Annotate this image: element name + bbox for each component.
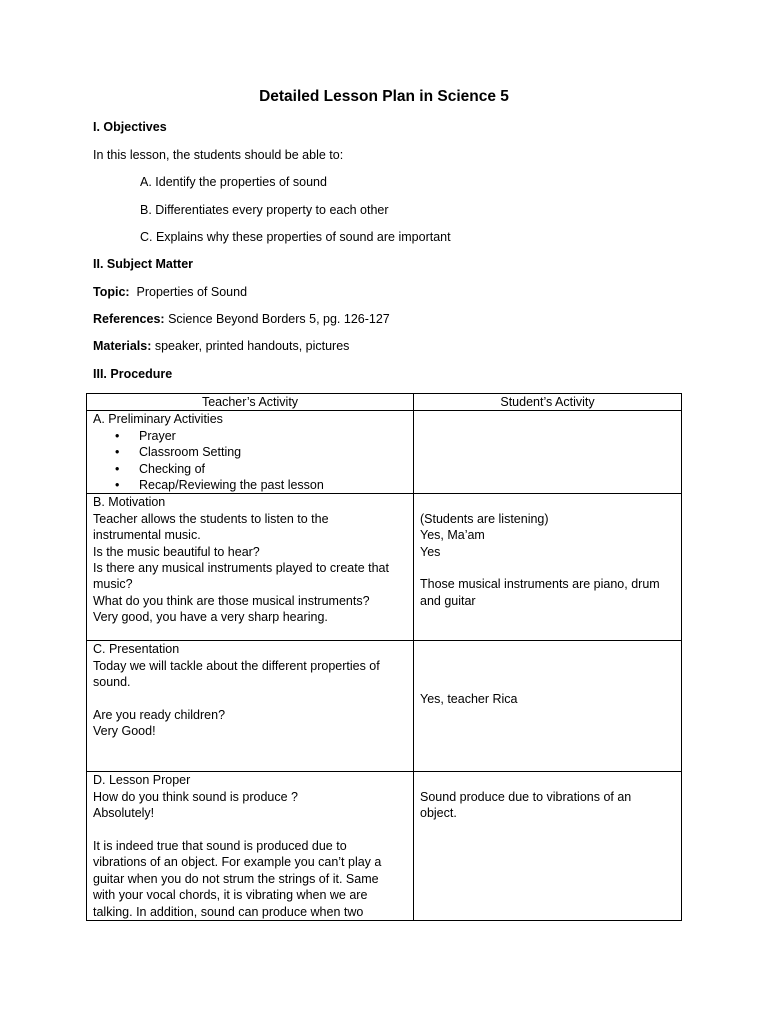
text-line: (Students are listening) <box>420 511 549 526</box>
list-item: • Prayer <box>115 428 176 443</box>
procedure-table <box>86 393 682 921</box>
materials-label: Materials: <box>93 339 152 353</box>
objective-item-b: B. Differentiates every property to each other <box>140 203 389 217</box>
text-line: guitar when you do not strum the strings of it. Same <box>93 871 379 886</box>
text-line: It is indeed true that sound is produced due to <box>93 839 347 854</box>
text-line: Absolutely! <box>93 806 155 821</box>
text-line: instrumental music. <box>93 528 201 543</box>
lesson-proper-student-cell <box>414 772 682 921</box>
text-line: What do you think are those musical instruments? <box>93 593 370 608</box>
document-title: Detailed Lesson Plan in Science 5 <box>259 88 509 105</box>
blank-line <box>420 674 675 690</box>
text-line: sound. <box>93 675 131 690</box>
text-line: talking. In addition, sound can produce when two <box>93 904 364 919</box>
blank-line <box>93 691 407 707</box>
text-line: Teacher allows the students to listen to the <box>93 511 329 526</box>
table-row-motivation <box>87 494 682 641</box>
blank-line <box>420 658 675 674</box>
text-line: Very Good! <box>93 724 156 739</box>
motivation-heading: B. Motivation <box>93 495 166 510</box>
text-line: object. <box>420 806 457 821</box>
procedure-heading: III. Procedure <box>93 367 173 381</box>
references-value: Science Beyond Borders 5, pg. 126-127 <box>168 312 390 326</box>
lesson-proper-heading: D. Lesson Proper <box>93 773 191 788</box>
text-line: Is there any musical instruments played to create that <box>93 561 389 576</box>
topic-line <box>93 284 247 300</box>
list-item: • Checking of <box>115 461 206 476</box>
text-line: vibrations of an object. For example you can’t play a <box>93 855 382 870</box>
topic-label: Topic: <box>93 285 130 299</box>
presentation-teacher-cell <box>87 641 414 772</box>
materials-line <box>93 338 349 354</box>
student-activity-header: Student’s Activity <box>414 394 682 411</box>
bullet-icon: • <box>115 428 120 443</box>
bullet-icon: • <box>115 478 120 493</box>
text-line: Are you ready children? <box>93 708 226 723</box>
bullet-icon: • <box>115 445 120 460</box>
list-item: • Classroom Setting <box>115 445 242 460</box>
text-line: music? <box>93 577 133 592</box>
subject-matter-heading: II. Subject Matter <box>93 257 194 271</box>
text-line: Very good, you have a very sharp hearing. <box>93 610 328 625</box>
bullet-icon: • <box>115 461 120 476</box>
text-line: Yes <box>420 544 441 559</box>
teacher-activity-header: Teacher’s Activity <box>87 394 414 411</box>
table-row-lesson-proper <box>87 772 682 921</box>
list-item: • Recap/Reviewing the past lesson <box>115 478 324 493</box>
table-row-presentation <box>87 641 682 772</box>
objective-item-a: A. Identify the properties of sound <box>140 175 327 189</box>
table-header-row <box>87 394 682 411</box>
presentation-student-cell <box>414 641 682 772</box>
text-line: with your vocal chords, it is vibrating when we are <box>93 888 368 903</box>
text-line: How do you think sound is produce ? <box>93 789 298 804</box>
blank-line <box>420 494 675 510</box>
blank-line <box>420 641 675 657</box>
blank-line <box>420 772 675 788</box>
text-line: and guitar <box>420 593 476 608</box>
preliminary-student-cell <box>414 411 682 494</box>
preliminary-heading: A. Preliminary Activities <box>93 412 223 427</box>
text-line: Sound produce due to vibrations of an <box>420 789 632 804</box>
objective-item-c: C. Explains why these properties of sound are important <box>140 230 451 244</box>
lesson-proper-teacher-cell <box>87 772 414 921</box>
blank-line <box>420 560 675 576</box>
materials-value: speaker, printed handouts, pictures <box>154 339 350 353</box>
text-line: Those musical instruments are piano, drum <box>420 577 660 592</box>
blank-line <box>93 822 407 838</box>
presentation-heading: C. Presentation <box>93 642 180 657</box>
text-line: Yes, teacher Rica <box>420 691 518 706</box>
objectives-heading: I. Objectives <box>93 120 167 134</box>
preliminary-teacher-cell <box>87 411 414 494</box>
motivation-teacher-cell <box>87 494 414 641</box>
preliminary-list <box>93 428 407 494</box>
text-line: Today we will tackle about the different properties of <box>93 658 380 673</box>
topic-value: Properties of Sound <box>136 285 248 299</box>
table-row-preliminary <box>87 411 682 494</box>
text-line: Yes, Ma’am <box>420 528 485 543</box>
motivation-student-cell <box>414 494 682 641</box>
objectives-intro: In this lesson, the students should be able to: <box>93 148 344 162</box>
references-label: References: <box>93 312 165 326</box>
text-line: Is the music beautiful to hear? <box>93 544 260 559</box>
references-line <box>93 311 390 327</box>
